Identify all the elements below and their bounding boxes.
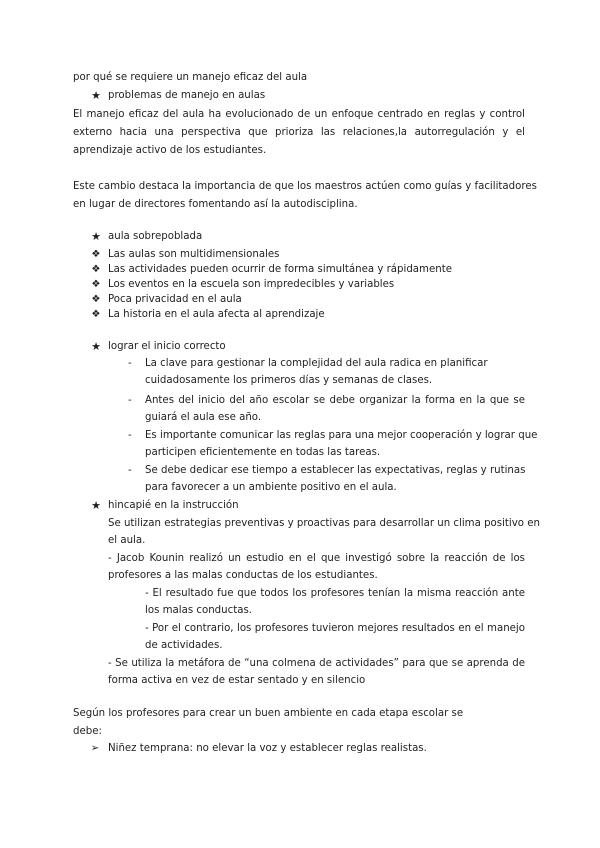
list-item-line: Es importante comunicar las reglas para una mejor cooperación y lograr que xyxy=(145,430,538,441)
paragraph-line: los malas conductas. xyxy=(145,605,252,616)
star-bullet-icon: ★ xyxy=(91,340,101,353)
paragraph-line: Según los profesores para crear un buen ambiente en cada etapa escolar se xyxy=(73,708,464,719)
list-item-line: cuidadosamente los primeros días y semanas de clases. xyxy=(145,375,433,386)
list-item: Los eventos en la escuela son impredecibles y variables xyxy=(108,279,395,290)
paragraph-line: el aula. xyxy=(108,535,146,546)
paragraph-line: - Se utiliza la metáfora de “una colmena de actividades” para que se aprenda de xyxy=(108,658,525,669)
document-title: por qué se requiere un manejo eficaz del aula xyxy=(73,72,308,83)
dash-bullet: - xyxy=(128,358,132,369)
paragraph-line: profesores a las malas conductas de los estudiantes. xyxy=(108,570,378,581)
diamond-bullet-icon: ❖ xyxy=(91,309,101,320)
list-item-line: Antes del inicio del año escolar se debe organizar la forma en la que se xyxy=(145,395,525,406)
paragraph-line: El manejo eficaz del aula ha evolucionado de un enfoque centrado en reglas y control xyxy=(73,109,525,120)
paragraph-line: - Jacob Kounin realizó un estudio en el que investigó sobre la reacción de los xyxy=(108,553,525,564)
section-heading-problemas: problemas de manejo en aulas xyxy=(108,90,266,101)
paragraph-line: - El resultado fue que todos los profesores tenían la misma reacción ante xyxy=(145,588,525,599)
paragraph-line: Se utilizan estrategias preventivas y proactivas para desarrollar un clima positivo en xyxy=(108,518,540,529)
list-item: La historia en el aula afecta al aprendizaje xyxy=(108,309,325,320)
paragraph-line: debe: xyxy=(73,726,102,737)
list-item-line: para favorecer a un ambiente positivo en el aula. xyxy=(145,482,397,493)
star-bullet-icon: ★ xyxy=(91,230,101,243)
list-item: Las actividades pueden ocurrir de forma simultánea y rápidamente xyxy=(108,264,452,275)
paragraph-line: en lugar de directores fomentando así la autodisciplina. xyxy=(73,199,358,210)
paragraph-line: de actividades. xyxy=(145,640,223,651)
diamond-bullet-icon: ❖ xyxy=(91,294,101,305)
list-item: Las aulas son multidimensionales xyxy=(108,249,280,260)
list-item-line: guiará el aula ese año. xyxy=(145,412,262,423)
paragraph-line: externo hacia una perspectiva que prioriza las relaciones,la autorregulación y el xyxy=(73,127,525,138)
list-item: Poca privacidad en el aula xyxy=(108,294,242,305)
list-item-line: La clave para gestionar la complejidad del aula radica en planificar xyxy=(145,358,488,369)
section-heading-instruccion: hincapié en la instrucción xyxy=(108,500,239,511)
paragraph-line: aprendizaje activo de los estudiantes. xyxy=(73,145,267,156)
list-item: Niñez temprana: no elevar la voz y establecer reglas realistas. xyxy=(108,743,427,754)
paragraph-line: forma activa en vez de estar sentado y en silencio xyxy=(108,675,366,686)
dash-bullet: - xyxy=(128,430,132,441)
paragraph-line: Este cambio destaca la importancia de que los maestros actúen como guías y facilitadores xyxy=(73,181,537,192)
paragraph-line: - Por el contrario, los profesores tuvieron mejores resultados en el manejo xyxy=(145,623,525,634)
list-item-line: Se debe dedicar ese tiempo a establecer las expectativas, reglas y rutinas xyxy=(145,465,525,476)
star-bullet-icon: ★ xyxy=(91,499,101,512)
section-heading-aula-sobrepoblada: aula sobrepoblada xyxy=(108,231,203,242)
list-item-line: participen eficientemente en todas las tareas. xyxy=(145,447,381,458)
diamond-bullet-icon: ❖ xyxy=(91,249,101,260)
section-heading-inicio-correcto: lograr el inicio correcto xyxy=(108,341,226,352)
dash-bullet: - xyxy=(128,395,132,406)
diamond-bullet-icon: ❖ xyxy=(91,279,101,290)
arrow-bullet-icon: ➢ xyxy=(90,743,100,754)
diamond-bullet-icon: ❖ xyxy=(91,264,101,275)
dash-bullet: - xyxy=(128,465,132,476)
star-bullet-icon: ★ xyxy=(91,89,101,102)
